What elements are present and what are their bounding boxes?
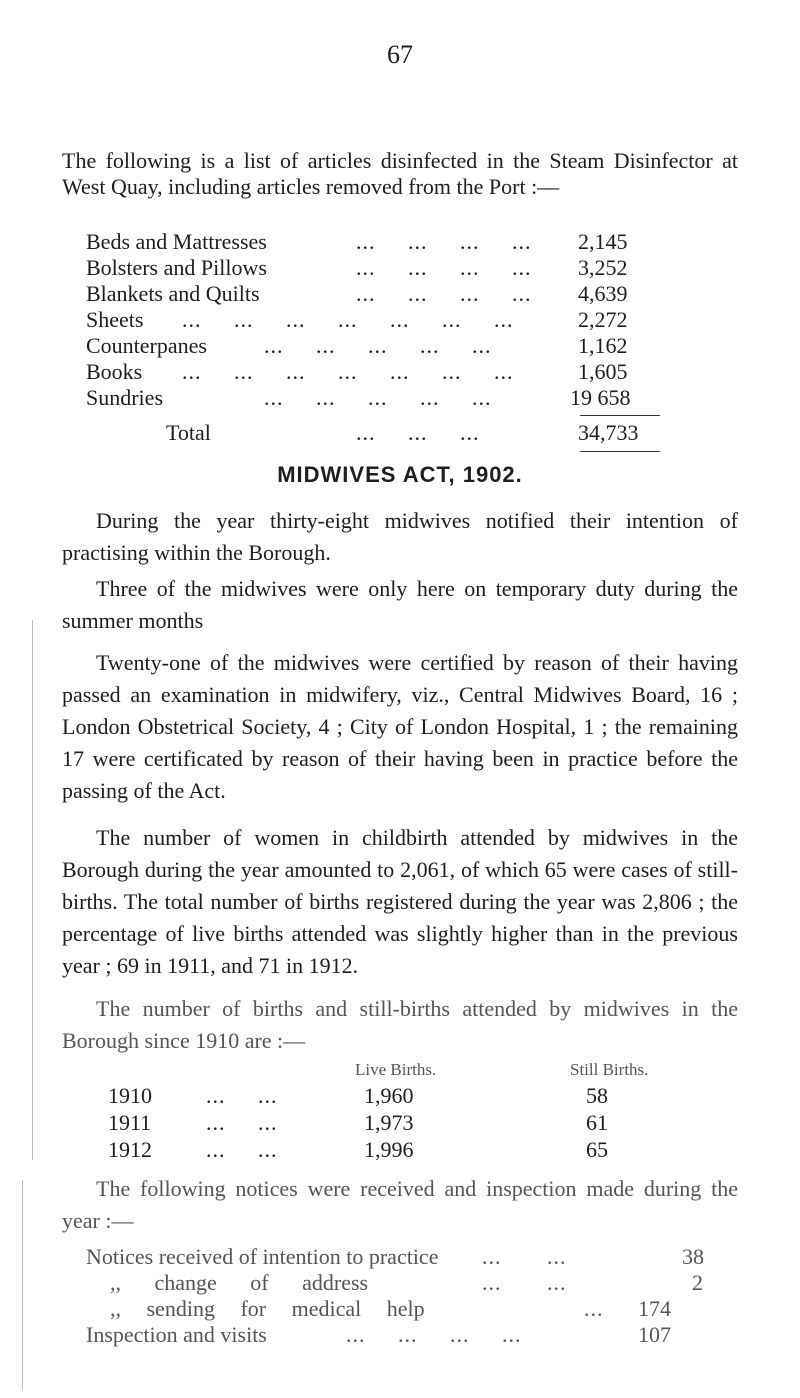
- margin-shadow: [22, 1180, 23, 1390]
- paragraph-3: Twenty-one of the midwives were certified by reason of their having passed an examination in midwifery, viz., Central Midwives Board, 16 ; London Obstetrical Society, 4 ; City of London Hospital, 1 ; the remaining 17 were certificated by reason of their having been in practice before the passing of the Act.: [62, 650, 738, 803]
- notice-value: 174: [638, 1296, 671, 1321]
- total-value: 34,733: [578, 420, 639, 445]
- article-row: [86, 255, 646, 281]
- notice-row: [86, 1296, 736, 1322]
- dot-leader: ... ... ... ...: [356, 255, 532, 280]
- margin-shadow: [32, 620, 33, 1160]
- total-row: [86, 420, 646, 446]
- dot-leader: ... ... ... ... ...: [264, 333, 492, 358]
- dot-leader: ... ... ... ... ... ... ...: [182, 359, 514, 384]
- section-heading: MIDWIVES ACT, 1902.: [277, 462, 523, 487]
- live-births-cell: 1,996: [364, 1137, 414, 1162]
- notice-row: [86, 1322, 736, 1348]
- table-row: [108, 1110, 668, 1136]
- live-births-cell: 1,973: [364, 1110, 414, 1135]
- article-row: [86, 385, 646, 411]
- year-cell: 1911: [108, 1110, 152, 1135]
- article-label: Blankets and Quilts: [86, 281, 260, 306]
- notice-row: [86, 1244, 736, 1270]
- dot-leader: ... ...: [206, 1110, 278, 1135]
- article-label: Beds and Mattresses: [86, 229, 267, 254]
- article-value: 2,145: [578, 229, 628, 254]
- article-value: 2,272: [578, 307, 628, 332]
- dot-leader: ... ... ... ... ...: [264, 385, 492, 410]
- paragraph-6: The following notices were received and inspection made during the year :—: [62, 1176, 738, 1233]
- total-rule-top: [580, 415, 660, 416]
- dot-leader: ... ...: [206, 1137, 278, 1162]
- column-header-live: Live Births.: [355, 1060, 437, 1079]
- dot-leader: ... ...: [482, 1270, 567, 1295]
- column-header-still: Still Births.: [570, 1060, 649, 1079]
- article-value: 1,162: [578, 333, 628, 358]
- notice-row: [86, 1270, 736, 1296]
- article-row: [86, 229, 646, 255]
- article-row: [86, 307, 646, 333]
- paragraph-5: The number of births and still-births attended by midwives in the Borough since 1910 are :—: [62, 996, 738, 1053]
- still-births-cell: 61: [586, 1110, 608, 1135]
- still-births-cell: 58: [586, 1083, 608, 1108]
- notice-value: 2: [692, 1270, 703, 1295]
- article-row: [86, 281, 646, 307]
- dot-leader: ... ...: [482, 1244, 567, 1269]
- article-value: 3,252: [578, 255, 628, 280]
- year-cell: 1912: [108, 1137, 152, 1162]
- notice-label: Notices received of intention to practice: [86, 1244, 439, 1269]
- paragraph-4: The number of women in childbirth attended by midwives in the Borough during the year amounted to 2,061, of which 65 were cases of still-births. The total number of births registered during the year was 2,806 ; the percentage of live births attended was slightly higher than in the previous year ; 69 in 1911, and 71 in 1912.: [62, 825, 738, 978]
- article-value: 4,639: [578, 281, 628, 306]
- live-births-cell: 1,960: [364, 1083, 414, 1108]
- dot-leader: ... ... ...: [356, 420, 480, 445]
- article-label: Sheets: [86, 307, 144, 332]
- still-births-cell: 65: [586, 1137, 608, 1162]
- article-label: Books: [86, 359, 143, 384]
- article-label: Sundries: [86, 385, 163, 410]
- notice-value: 38: [682, 1244, 704, 1269]
- paragraph-1: During the year thirty-eight midwives notified their intention of practising within the Borough.: [62, 508, 738, 565]
- dot-leader: ... ... ... ...: [346, 1322, 522, 1347]
- table-row: [108, 1083, 668, 1109]
- intro-paragraph: The following is a list of articles disinfected in the Steam Disinfector at West Quay, including articles removed from the Port :—: [62, 148, 738, 199]
- table-row: [108, 1137, 668, 1163]
- notice-label: ,, sending for medical help: [110, 1296, 425, 1321]
- article-label: Counterpanes: [86, 333, 207, 358]
- dot-leader: ...: [584, 1296, 604, 1321]
- total-label: Total: [166, 420, 211, 445]
- year-cell: 1910: [108, 1083, 152, 1108]
- paragraph-2: Three of the midwives were only here on temporary duty during the summer months: [62, 576, 738, 633]
- dot-leader: ... ... ... ...: [356, 281, 532, 306]
- total-rule-bottom: [580, 451, 660, 452]
- notice-label: ,, change of address: [110, 1270, 369, 1295]
- dot-leader: ... ... ... ...: [356, 229, 532, 254]
- notice-label: Inspection and visits: [86, 1322, 267, 1347]
- article-label: Bolsters and Pillows: [86, 255, 267, 280]
- notice-value: 107: [638, 1322, 671, 1347]
- dot-leader: ... ... ... ... ... ... ...: [182, 307, 514, 332]
- page-number: 67: [387, 40, 413, 69]
- article-value: 19 658: [570, 385, 631, 410]
- article-row: [86, 333, 646, 359]
- article-row: [86, 359, 646, 385]
- dot-leader: ... ...: [206, 1083, 278, 1108]
- article-value: 1,605: [578, 359, 628, 384]
